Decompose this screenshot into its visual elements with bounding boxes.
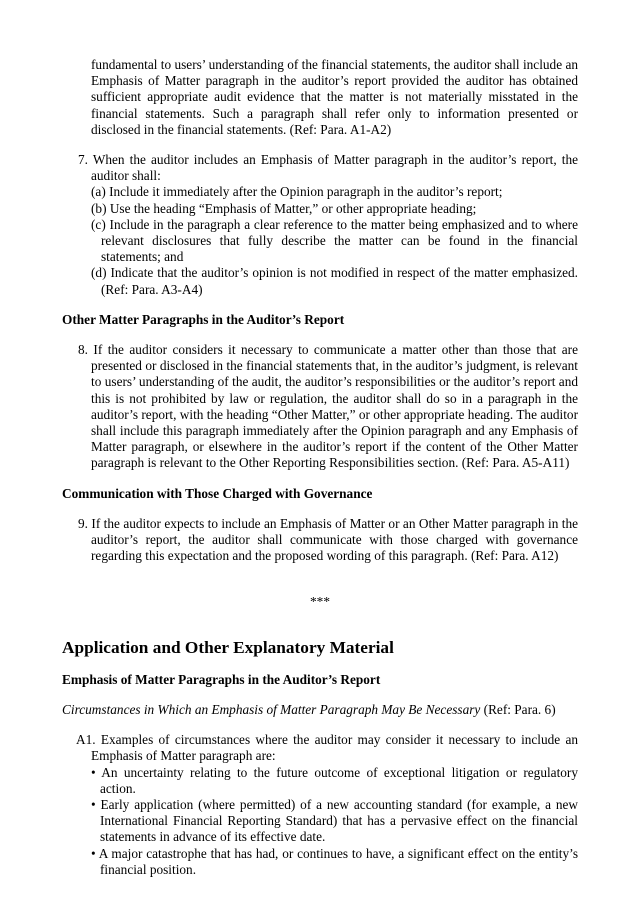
circumstances-ref: (Ref: Para. 6) (480, 701, 556, 717)
list-item: (d) Indicate that the auditor’s opinion is not modified in respect of the matter emphasized. (Ref: Para. A3-A4) (91, 265, 578, 297)
application-heading: Application and Other Explanatory Material (62, 637, 394, 657)
separator: *** (310, 594, 330, 610)
paragraph-9: 9. If the auditor expects to include an Emphasis of Matter or an Other Matter paragraph in the auditor’s report, the auditor shall communicate with those charged with governance regarding this expectation and the proposed wording of this paragraph. (Ref: Para. A12) (78, 515, 578, 564)
circumstances-title: Circumstances in Which an Emphasis of Matter Paragraph May Be Necessary (62, 701, 481, 717)
paragraph-7 (62, 152, 578, 298)
paragraph-7-lead: 7. When the auditor includes an Emphasis of Matter paragraph in the auditor’s report, the auditor shall: (78, 152, 578, 184)
list-item: • An uncertainty relating to the future outcome of exceptional litigation or regulatory action. (91, 764, 578, 796)
section-heading-other-matter: Other Matter Paragraphs in the Auditor’s Report (62, 311, 345, 327)
list-item: • A major catastrophe that has had, or continues to have, a significant effect on the entity’s financial position. (91, 845, 578, 877)
paragraph-8: 8. If the auditor considers it necessary to communicate a matter other than those that are presented or disclosed in the financial statements that, in the auditor’s judgment, is relevant to users’ understanding of the audit, the auditor’s responsibilities or the auditor’s report and this is not prohibited by law or regulation, the auditor shall do so in a paragraph in the auditor’s report, with the heading “Other Matter,” or other appropriate heading. The auditor shall include this paragraph immediately after the Opinion paragraph and any Emphasis of Matter paragraph, or elsewhere in the auditor’s report if the content of the Other Matter paragraph is relevant to the Other Reporting Responsibilities section. (Ref: Para. A5-A11) (78, 342, 578, 471)
circumstances-heading (62, 702, 578, 718)
intro-paragraph: fundamental to users’ understanding of the financial statements, the auditor shall include an Emphasis of Matter paragraph in the auditor’s report provided the auditor has obtained sufficient appropriate audit evidence that the matter is not materially misstated in the financial statements. Such a paragraph shall refer only to information presented or disclosed in the financial statements. (Ref: Para. A1-A2) (91, 57, 578, 137)
emphasis-subheading: Emphasis of Matter Paragraphs in the Auditor’s Report (62, 671, 381, 687)
paragraph-a1 (62, 732, 578, 878)
paragraph-7-items (91, 184, 578, 297)
list-item: (b) Use the heading “Emphasis of Matter,” or other appropriate heading; (91, 200, 477, 216)
list-item: (a) Include it immediately after the Opinion paragraph in the auditor’s report; (91, 184, 503, 200)
list-item: (c) Include in the paragraph a clear reference to the matter being emphasized and to where relevant disclosures that fully describe the matter can be found in the financial statements; and (91, 216, 578, 265)
a1-bullet-list (91, 765, 578, 878)
section-heading-governance: Communication with Those Charged with Governance (62, 485, 373, 501)
paragraph-a1-lead: A1. Examples of circumstances where the auditor may consider it necessary to include an Emphasis of Matter paragraph are: (76, 732, 578, 764)
list-item: • Early application (where permitted) of a new accounting standard (for example, a new International Financial Reporting Standard) that has a pervasive effect on the financial statements in advance of its effective date. (91, 796, 578, 845)
